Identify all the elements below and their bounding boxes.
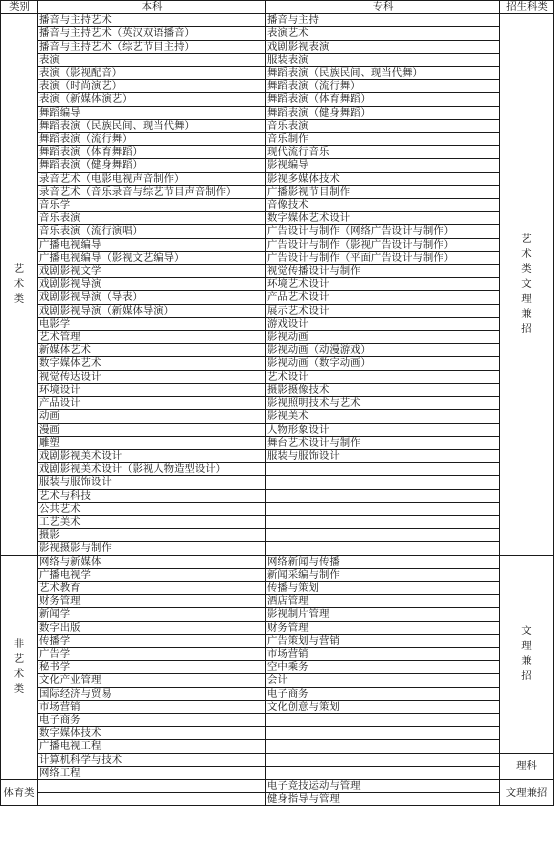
table-row <box>1 27 554 40</box>
undergrad-major: 舞蹈表演（民族民间、现当代舞） <box>38 119 266 132</box>
table-row <box>1 476 554 489</box>
junior-major: 电子竞技运动与管理 <box>266 779 500 792</box>
table-row <box>1 383 554 396</box>
admission-cell-science <box>500 753 554 779</box>
table-row <box>1 766 554 779</box>
junior-major <box>266 529 500 542</box>
table-row <box>1 251 554 264</box>
table-row <box>1 502 554 515</box>
table-row <box>1 568 554 581</box>
undergrad-major: 网络与新媒体 <box>38 555 266 568</box>
table-row <box>1 53 554 66</box>
table-row <box>1 515 554 528</box>
table-row <box>1 727 554 740</box>
undergrad-major: 播音与主持艺术 <box>38 14 266 27</box>
junior-major: 表演艺术 <box>266 27 500 40</box>
junior-major <box>266 463 500 476</box>
header-undergrad: 本科 <box>38 1 266 14</box>
table-row <box>1 700 554 713</box>
category-label: 体育类 <box>3 786 35 799</box>
junior-major: 广告设计与制作（平面广告设计与制作） <box>266 251 500 264</box>
undergrad-major: 戏剧影视导演（导表） <box>38 291 266 304</box>
junior-major: 影视制片管理 <box>266 608 500 621</box>
undergrad-major: 文化产业管理 <box>38 674 266 687</box>
admission-label: 文理兼招 <box>505 786 548 799</box>
undergrad-major: 服装与服饰设计 <box>38 476 266 489</box>
junior-major <box>266 542 500 555</box>
junior-major: 空中乘务 <box>266 661 500 674</box>
undergrad-major: 数字媒体技术 <box>38 727 266 740</box>
junior-major: 财务管理 <box>266 621 500 634</box>
table-row <box>1 119 554 132</box>
undergrad-major: 传播学 <box>38 634 266 647</box>
table-row <box>1 344 554 357</box>
header-row <box>1 1 554 14</box>
admission-label: 文理兼招 <box>521 625 532 683</box>
junior-major: 环境艺术设计 <box>266 278 500 291</box>
junior-major: 广告设计与制作（网络广告设计与制作） <box>266 225 500 238</box>
undergrad-major: 舞蹈表演（体育舞蹈） <box>38 146 266 159</box>
undergrad-major: 财务管理 <box>38 595 266 608</box>
junior-major: 服装与服饰设计 <box>266 449 500 462</box>
undergrad-major: 公共艺术 <box>38 502 266 515</box>
table-row <box>1 265 554 278</box>
undergrad-major: 数字媒体艺术 <box>38 357 266 370</box>
junior-major: 舞蹈表演（健身舞蹈） <box>266 106 500 119</box>
undergrad-major: 艺术教育 <box>38 581 266 594</box>
table-row <box>1 687 554 700</box>
table-row <box>1 449 554 462</box>
undergrad-major: 艺术与科技 <box>38 489 266 502</box>
table-row <box>1 608 554 621</box>
junior-major: 广播影视节目制作 <box>266 185 500 198</box>
table-row <box>1 67 554 80</box>
undergrad-major: 电影学 <box>38 317 266 330</box>
table-row <box>1 40 554 53</box>
junior-major: 音乐制作 <box>266 133 500 146</box>
undergrad-major: 表演（时尚演艺） <box>38 80 266 93</box>
table-row <box>1 410 554 423</box>
undergrad-major: 秘书学 <box>38 661 266 674</box>
header-category: 类别 <box>1 1 38 14</box>
admission-cell <box>500 14 554 555</box>
table-row <box>1 753 554 766</box>
junior-major: 游戏设计 <box>266 317 500 330</box>
undergrad-major: 影视摄影与制作 <box>38 542 266 555</box>
junior-major: 会计 <box>266 674 500 687</box>
junior-major <box>266 476 500 489</box>
undergrad-major: 漫画 <box>38 423 266 436</box>
undergrad-major: 音乐表演 <box>38 212 266 225</box>
table-row <box>1 331 554 344</box>
junior-major: 舞台艺术设计与制作 <box>266 436 500 449</box>
junior-major: 影视动画（数字动画） <box>266 357 500 370</box>
undergrad-major: 摄影 <box>38 529 266 542</box>
junior-major: 文化创意与策划 <box>266 700 500 713</box>
junior-major <box>266 727 500 740</box>
undergrad-major: 戏剧影视导演（新媒体导演） <box>38 304 266 317</box>
junior-major: 视觉传播设计与制作 <box>266 265 500 278</box>
junior-major: 影视动画 <box>266 331 500 344</box>
undergrad-major: 市场营销 <box>38 700 266 713</box>
junior-major: 影视编导 <box>266 159 500 172</box>
table-row <box>1 370 554 383</box>
undergrad-major: 工艺美术 <box>38 515 266 528</box>
undergrad-major: 戏剧影视美术设计 <box>38 449 266 462</box>
junior-major: 展示艺术设计 <box>266 304 500 317</box>
junior-major: 播音与主持 <box>266 14 500 27</box>
junior-major <box>266 502 500 515</box>
junior-major: 戏剧影视表演 <box>266 40 500 53</box>
table-row <box>1 529 554 542</box>
table-row <box>1 581 554 594</box>
table-row <box>1 661 554 674</box>
undergrad-major: 艺术管理 <box>38 331 266 344</box>
undergrad-major: 戏剧影视导演 <box>38 278 266 291</box>
junior-major: 舞蹈表演（民族民间、现当代舞） <box>266 67 500 80</box>
undergrad-major: 新媒体艺术 <box>38 344 266 357</box>
table-row <box>1 159 554 172</box>
table-row <box>1 185 554 198</box>
undergrad-major: 网络工程 <box>38 766 266 779</box>
undergrad-major: 视觉传达设计 <box>38 370 266 383</box>
table-row <box>1 647 554 660</box>
table-row <box>1 106 554 119</box>
junior-major: 舞蹈表演（体育舞蹈） <box>266 93 500 106</box>
undergrad-major: 广告学 <box>38 647 266 660</box>
table-row <box>1 713 554 726</box>
admission-label: 艺术类文理兼招 <box>521 232 532 335</box>
junior-major: 新闻采编与制作 <box>266 568 500 581</box>
table-row <box>1 555 554 568</box>
junior-major: 健身指导与管理 <box>266 793 500 806</box>
table-row <box>1 674 554 687</box>
undergrad-major: 表演 <box>38 53 266 66</box>
junior-major <box>266 766 500 779</box>
junior-major: 广告策划与营销 <box>266 634 500 647</box>
junior-major: 舞蹈表演（流行舞） <box>266 80 500 93</box>
junior-major <box>266 515 500 528</box>
undergrad-major: 动画 <box>38 410 266 423</box>
undergrad-major: 录音艺术（音乐录音与综艺节目声音制作） <box>38 185 266 198</box>
undergrad-major: 计算机科学与技术 <box>38 753 266 766</box>
table-row <box>1 542 554 555</box>
junior-major: 影视动画（动漫游戏） <box>266 344 500 357</box>
junior-major: 广告设计与制作（影视广告设计与制作） <box>266 238 500 251</box>
undergrad-major: 音乐表演（流行演唱） <box>38 225 266 238</box>
undergrad-major: 舞蹈编导 <box>38 106 266 119</box>
undergrad-major: 播音与主持艺术（英汉双语播音） <box>38 27 266 40</box>
undergrad-major: 产品设计 <box>38 397 266 410</box>
table-row <box>1 93 554 106</box>
table-row <box>1 436 554 449</box>
header-junior: 专科 <box>266 1 500 14</box>
undergrad-major: 电子商务 <box>38 713 266 726</box>
undergrad-major: 播音与主持艺术（综艺节目主持） <box>38 40 266 53</box>
undergrad-major: 数字出版 <box>38 621 266 634</box>
undergrad-major: 表演（新媒体演艺） <box>38 93 266 106</box>
category-label: 非艺术类 <box>13 638 25 696</box>
undergrad-major: 广播电视编导 <box>38 238 266 251</box>
category-cell <box>1 555 38 779</box>
junior-major: 摄影摄像技术 <box>266 383 500 396</box>
junior-major: 数字媒体艺术设计 <box>266 212 500 225</box>
table-row <box>1 317 554 330</box>
undergrad-major: 舞蹈表演（流行舞） <box>38 133 266 146</box>
table-row <box>1 225 554 238</box>
table-row <box>1 740 554 753</box>
junior-major <box>266 740 500 753</box>
undergrad-major: 广播电视学 <box>38 568 266 581</box>
undergrad-major: 国际经济与贸易 <box>38 687 266 700</box>
junior-major: 酒店管理 <box>266 595 500 608</box>
table-row <box>1 199 554 212</box>
table-row <box>1 463 554 476</box>
junior-major: 影视美术 <box>266 410 500 423</box>
undergrad-major: 音乐学 <box>38 199 266 212</box>
undergrad-major: 广播电视编导（影视文艺编导） <box>38 251 266 264</box>
junior-major: 影视多媒体技术 <box>266 172 500 185</box>
table-row <box>1 595 554 608</box>
table-row <box>1 357 554 370</box>
undergrad-major: 广播电视工程 <box>38 740 266 753</box>
table-row <box>1 238 554 251</box>
junior-major: 网络新闻与传播 <box>266 555 500 568</box>
undergrad-major: 戏剧影视文学 <box>38 265 266 278</box>
junior-major <box>266 753 500 766</box>
junior-major: 市场营销 <box>266 647 500 660</box>
junior-major: 传播与策划 <box>266 581 500 594</box>
junior-major: 音乐表演 <box>266 119 500 132</box>
table-row <box>1 423 554 436</box>
undergrad-major: 新闻学 <box>38 608 266 621</box>
header-admission: 招生科类 <box>500 1 554 14</box>
category-cell <box>1 14 38 555</box>
table-row <box>1 634 554 647</box>
junior-major: 音像技术 <box>266 199 500 212</box>
table-row <box>1 621 554 634</box>
table-row <box>1 489 554 502</box>
table-row <box>1 779 554 792</box>
admission-label: 理科 <box>516 760 537 773</box>
junior-major: 电子商务 <box>266 687 500 700</box>
admission-cell <box>500 779 554 805</box>
junior-major <box>266 489 500 502</box>
table-row <box>1 278 554 291</box>
junior-major: 人物形象设计 <box>266 423 500 436</box>
undergrad-major: 戏剧影视美术设计（影视人物造型设计） <box>38 463 266 476</box>
junior-major <box>266 713 500 726</box>
undergrad-major: 雕塑 <box>38 436 266 449</box>
junior-major: 艺术设计 <box>266 370 500 383</box>
junior-major: 产品艺术设计 <box>266 291 500 304</box>
table-row <box>1 212 554 225</box>
table-row <box>1 304 554 317</box>
table-row <box>1 397 554 410</box>
table-row <box>1 793 554 806</box>
category-label: 艺术类 <box>13 262 25 305</box>
table-row <box>1 291 554 304</box>
undergrad-major <box>38 793 266 806</box>
junior-major: 影视照明技术与艺术 <box>266 397 500 410</box>
undergrad-major: 舞蹈表演（健身舞蹈） <box>38 159 266 172</box>
undergrad-major <box>38 779 266 792</box>
undergrad-major: 环境设计 <box>38 383 266 396</box>
table-row <box>1 14 554 27</box>
table-row <box>1 172 554 185</box>
admission-cell <box>500 555 554 753</box>
table-row <box>1 146 554 159</box>
category-cell <box>1 779 38 805</box>
junior-major: 服装表演 <box>266 53 500 66</box>
table-row <box>1 133 554 146</box>
undergrad-major: 录音艺术（电影电视声音制作） <box>38 172 266 185</box>
undergrad-major: 表演（影视配音） <box>38 67 266 80</box>
junior-major: 现代流行音乐 <box>266 146 500 159</box>
table-row <box>1 80 554 93</box>
